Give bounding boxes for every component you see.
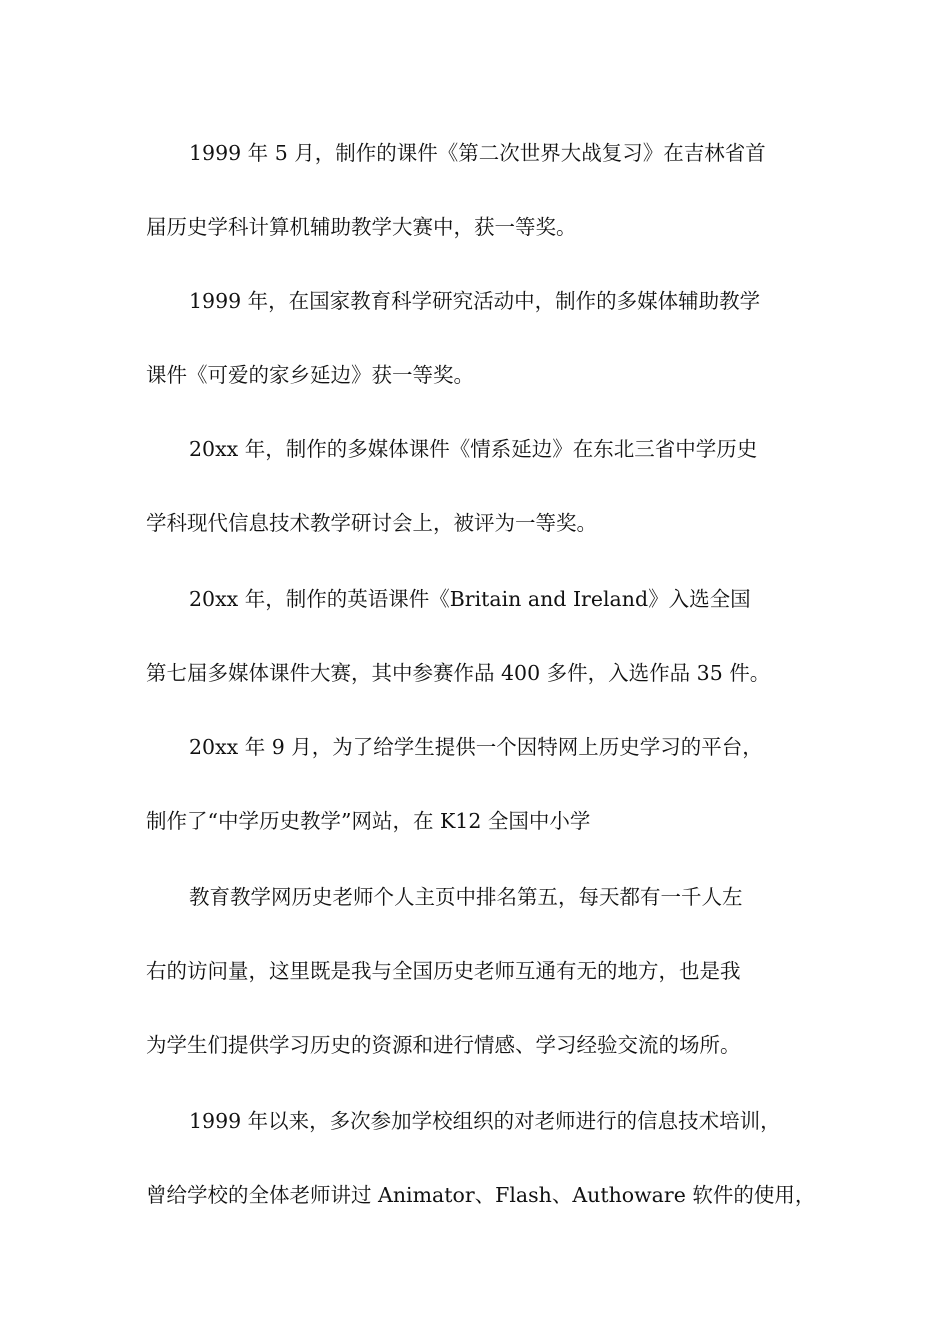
paragraph-line: 20xx 年 9 月，为了给学生提供一个因特网上历史学习的平台，	[189, 735, 763, 759]
paragraph-line: 课件《可爱的家乡延边》获一等奖。	[146, 363, 474, 387]
paragraph-line: 右的访问量，这里既是我与全国历史老师互通有无的地方，也是我	[146, 959, 741, 983]
paragraph-line: 第七届多媒体课件大赛，其中参赛作品 400 多件，入选作品 35 件。	[146, 661, 771, 685]
paragraph-line: 教育教学网历史老师个人主页中排名第五，每天都有一千人左	[189, 885, 743, 909]
paragraph-line: 为学生们提供学习历史的资源和进行情感、学习经验交流的场所。	[146, 1033, 741, 1057]
paragraph-line: 1999 年以来，多次参加学校组织的对老师进行的信息技术培训，	[189, 1109, 781, 1133]
paragraph-line: 曾给学校的全体老师讲过 Animator、Flash、Authoware 软件的使用，	[146, 1183, 816, 1207]
paragraph-line: 学科现代信息技术教学研讨会上，被评为一等奖。	[146, 511, 597, 535]
paragraph-line: 制作了“中学历史教学”网站，在 K12 全国中小学	[146, 809, 591, 833]
paragraph-line: 届历史学科计算机辅助教学大赛中，获一等奖。	[146, 215, 577, 239]
paragraph-line: 1999 年 5 月，制作的课件《第二次世界大战复习》在吉林省首	[189, 141, 766, 165]
paragraph-line: 20xx 年，制作的英语课件《Britain and Ireland》入选全国	[189, 587, 751, 611]
paragraph-line: 1999 年，在国家教育科学研究活动中，制作的多媒体辅助教学	[189, 289, 761, 313]
paragraph-line: 20xx 年，制作的多媒体课件《情系延边》在东北三省中学历史	[189, 437, 758, 461]
